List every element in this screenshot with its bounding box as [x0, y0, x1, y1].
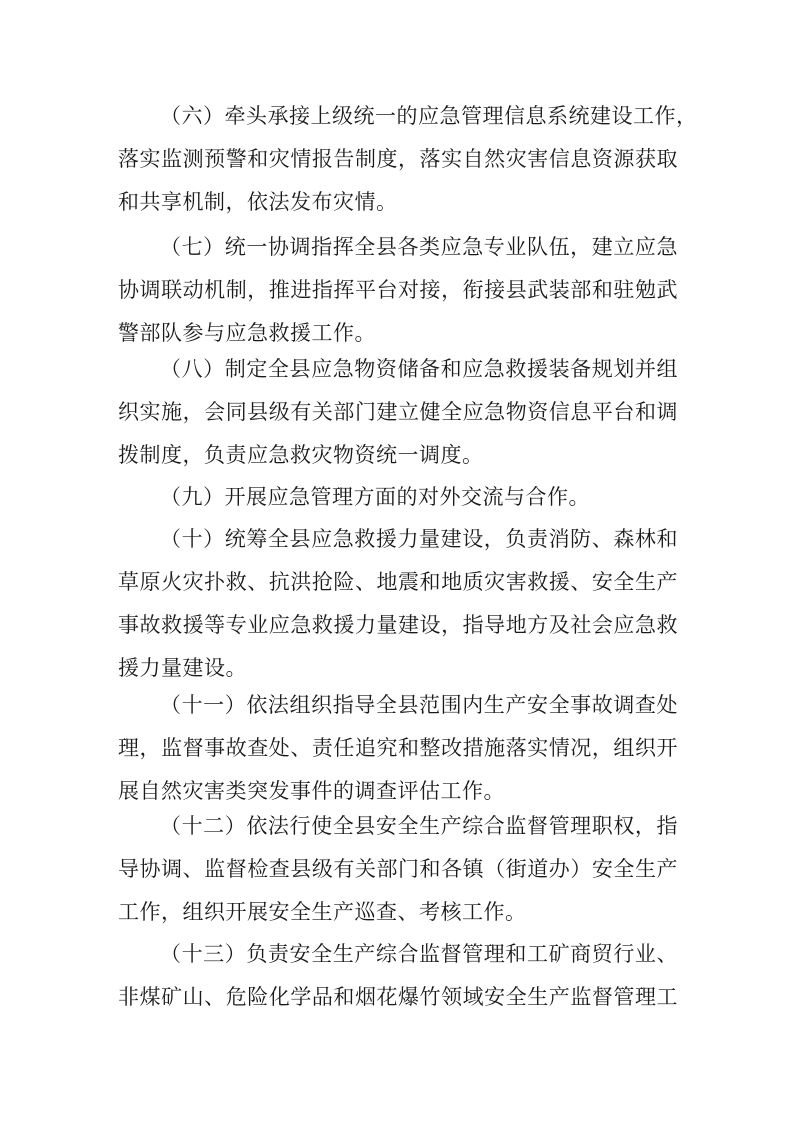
paragraph-line: 援力量建设。: [118, 656, 247, 680]
paragraph-line: 警部队参与应急救援工作。: [118, 321, 376, 345]
paragraph-line: 草原火灾扑救、抗洪抢险、地震和地质灾害救援、安全生产: [118, 570, 678, 594]
paragraph-line: 拨制度，负责应急救灾物资统一调度。: [118, 443, 484, 467]
paragraph-line: （六）牵头承接上级统一的应急管理信息系统建设工作，: [160, 104, 698, 128]
paragraph-8: [118, 348, 678, 477]
paragraph-10: [118, 518, 678, 690]
paragraph-line: 协调联动机制，推进指挥平台对接，衔接县武装部和驻勉武: [118, 278, 678, 302]
paragraph-line: 理，监督事故查处、责任追究和整改措施落实情况，组织开: [118, 736, 678, 760]
paragraph-line: 导协调、监督检查县级有关部门和各镇（街道办）安全生产: [118, 857, 678, 881]
paragraph-line: 展自然灾害类突发事件的调查评估工作。: [118, 779, 505, 803]
paragraph-line: 事故救援等专业应急救援力量建设，指导地方及社会应急救: [118, 613, 678, 637]
paragraph-9: [118, 476, 678, 519]
paragraph-6: [118, 95, 698, 224]
paragraph-line: （十三）负责安全生产综合监督管理和工矿商贸行业、: [160, 942, 678, 966]
paragraph-line: （十一）依法组织指导全县范围内生产安全事故调查处: [160, 693, 678, 717]
paragraph-line: 工作，组织开展安全生产巡查、考核工作。: [118, 900, 527, 924]
paragraph-11: [118, 684, 678, 813]
paragraph-line: 非煤矿山、危险化学品和烟花爆竹领域安全生产监督管理工: [118, 985, 678, 1009]
paragraph-line: （七）统一协调指挥全县各类应急专业队伍，建立应急: [160, 235, 678, 259]
paragraph-line: （十二）依法行使全县安全生产综合监督管理职权，指: [160, 814, 678, 838]
paragraph-12: [118, 805, 678, 934]
paragraph-line: 落实监测预警和灾情报告制度，落实自然灾害信息资源获取: [118, 147, 678, 171]
paragraph-line: 和共享机制，依法发布灾情。: [118, 190, 398, 214]
paragraph-7: [118, 226, 678, 355]
paragraph-line: （九）开展应急管理方面的对外交流与合作。: [160, 485, 590, 509]
paragraph-13: [118, 933, 678, 1019]
paragraph-line: （八）制定全县应急物资储备和应急救援装备规划并组: [160, 357, 678, 381]
paragraph-line: 织实施，会同县级有关部门建立健全应急物资信息平台和调: [118, 400, 678, 424]
paragraph-line: （十）统筹全县应急救援力量建设，负责消防、森林和: [160, 527, 678, 551]
